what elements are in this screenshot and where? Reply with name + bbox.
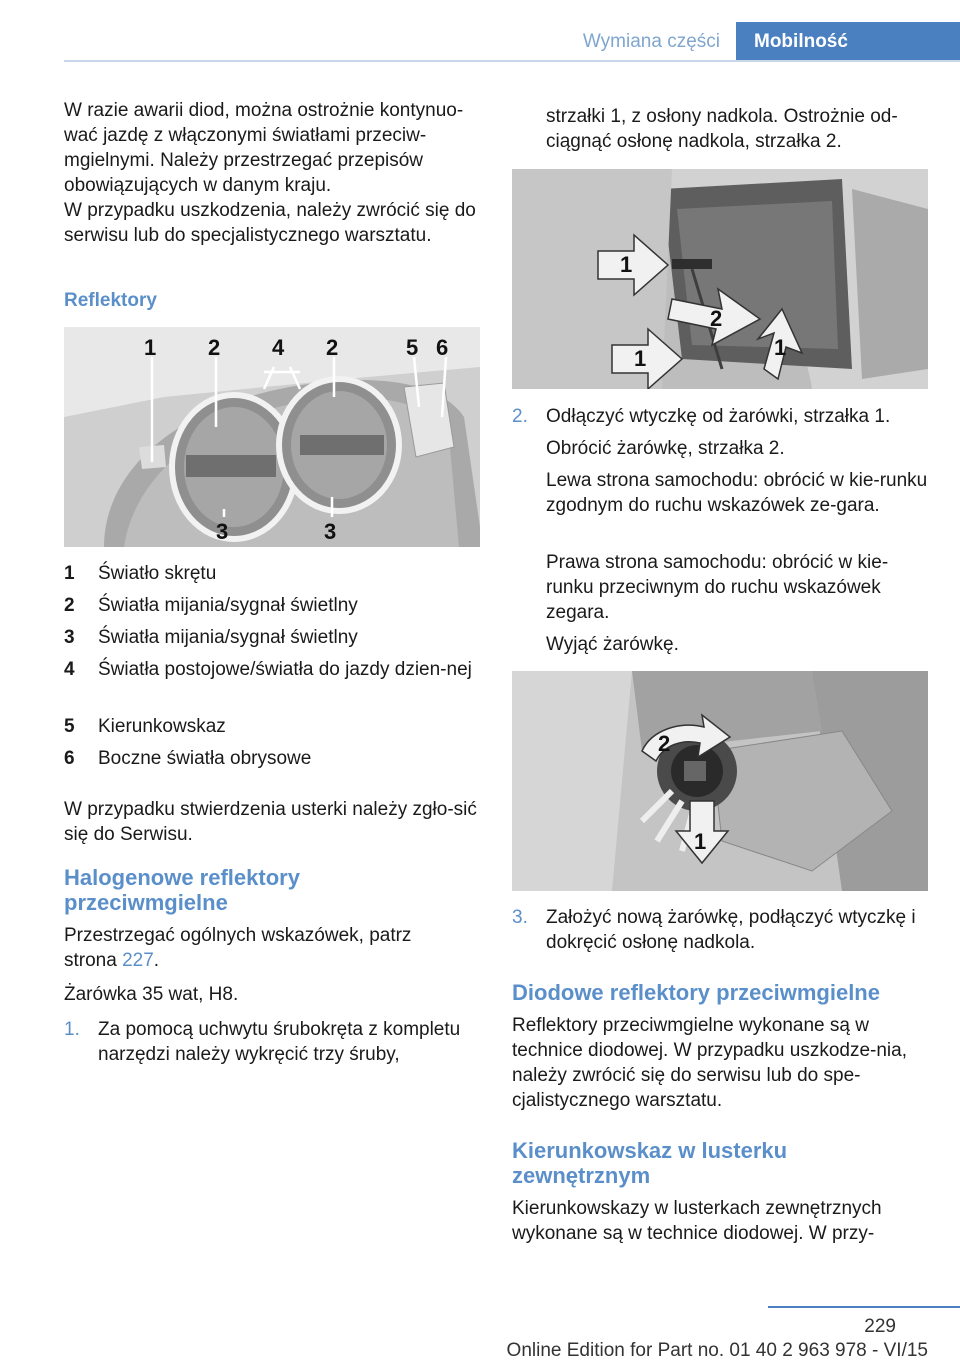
legend-text: Światło skrętu (98, 563, 217, 584)
mirror-indicator-paragraph: Kierunkowskazy w lusterkach zewnętrznych wykonane są w technice diodowej. W przy- (512, 1198, 882, 1244)
refer-period: . (153, 950, 160, 971)
step-text-line: Odłączyć wtyczkę od żarówki, strzałka 1. (546, 406, 891, 427)
wheel-arch-illustration (512, 169, 928, 389)
fig1-label-3a: 3 (216, 519, 229, 544)
step-number: 2. (512, 406, 528, 427)
fig1-label-6: 6 (436, 335, 449, 360)
heading-halogen: Halogenowe reflektory przeciwmgielne (64, 865, 300, 915)
legend-number: 5 (64, 716, 75, 737)
header-rule (64, 60, 960, 62)
led-failure-paragraph: W razie awarii diod, można ostrożnie kontynuo-wać jazdę z włączonymi światłami przeciw-mgielnymi. Należy przestrzegać przepisów obowiązujących w danym kraju. (64, 100, 464, 196)
fig3-arrow-label-2: 2 (658, 731, 671, 756)
fig3-arrow-label-1: 1 (694, 829, 707, 854)
fig1-label-2a: 2 (208, 335, 221, 360)
step-3 (512, 905, 928, 955)
legend-number: 2 (64, 595, 75, 616)
legend-number: 1 (64, 563, 75, 584)
page-number: 229 (864, 1316, 896, 1337)
fig2-arrow-label-1a: 1 (620, 252, 633, 277)
step1-continuation: strzałki 1, z osłony nadkola. Ostrożnie od-ciągnąć osłonę nadkola, strzałka 2. (546, 106, 898, 152)
legend-text: Światła postojowe/światła do jazdy dzien-nej (98, 659, 472, 680)
step-text-line: Wyjąć żarówkę. (546, 634, 679, 655)
fig1-label-3b: 3 (324, 519, 337, 544)
step-text-line: Obrócić żarówkę, strzałka 2. (546, 438, 785, 459)
legend-text: Światła mijania/sygnał świetlny (98, 627, 358, 648)
headlight-figure (64, 327, 480, 547)
heading-diodowe: Diodowe reflektory przeciwmgielne (512, 980, 880, 1005)
legend-text: Kierunkowskaz (98, 716, 226, 737)
step-text-line: Lewa strona samochodu: obrócić w kie-runku zgodnym do ruchu wskazówek ze-gara. (546, 470, 928, 516)
headlight-illustration (64, 327, 480, 547)
step-number: 3. (512, 907, 528, 928)
legend-item (64, 746, 484, 771)
fig1-label-1: 1 (144, 335, 157, 360)
step-2 (512, 404, 928, 664)
bulb-illustration (512, 671, 928, 891)
bulb-figure (512, 671, 928, 891)
legend-number: 6 (64, 748, 75, 769)
fig1-label-4: 4 (272, 335, 285, 360)
fig2-arrow-label-1c: 1 (774, 335, 787, 360)
header-chapter-tab: Mobilność (736, 22, 960, 62)
legend-text: Boczne światła obrysowe (98, 748, 312, 769)
bulb-spec: Żarówka 35 wat, H8. (64, 984, 239, 1005)
step-1 (64, 1017, 484, 1067)
page-link-227[interactable]: 227 (122, 950, 154, 971)
fig2-arrow-label-2: 2 (710, 306, 723, 331)
legend-item (64, 593, 484, 618)
legend-item (64, 625, 484, 650)
heading-mirror-indicator: Kierunkowskaz w lusterku zewnętrznym (512, 1138, 788, 1188)
step-text: Założyć nową żarówkę, podłączyć wtyczkę i dokręcić osłonę nadkola. (546, 907, 916, 953)
heading-reflektory: Reflektory (64, 290, 157, 311)
step-number: 1. (64, 1019, 80, 1040)
fig1-label-5: 5 (406, 335, 419, 360)
legend-item (64, 714, 484, 739)
step-text-line: Prawa strona samochodu: obrócić w kie-runku przeciwnym do ruchu wskazówek zegara. (546, 552, 889, 623)
legend-item (64, 561, 484, 586)
fig1-label-2b: 2 (326, 335, 339, 360)
fig2-arrow-label-1b: 1 (634, 346, 647, 371)
legend-item (64, 657, 484, 707)
edition-info: Online Edition for Part no. 01 40 2 963 978 - VI/15 (506, 1340, 928, 1361)
refer-paragraph (64, 923, 464, 973)
damage-paragraph: W przypadku uszkodzenia, należy zwrócić się do serwisu lub do specjalistycznego warsztatu. (64, 200, 476, 246)
legend-number: 4 (64, 659, 75, 680)
legend-text: Światła mijania/sygnał świetlny (98, 595, 358, 616)
legend-number: 3 (64, 627, 75, 648)
service-paragraph: W przypadku stwierdzenia usterki należy zgło-sić się do Serwisu. (64, 799, 477, 845)
diode-fog-paragraph: Reflektory przeciwmgielne wykonane są w technice diodowej. W przypadku uszkodze-nia, należy zwrócić się do serwisu lub do spe-cjalistycznego warsztatu. (512, 1015, 907, 1111)
header-section-title: Wymiana części (582, 31, 720, 52)
refer-text: Przestrzegać ogólnych wskazówek, patrz strona (64, 925, 412, 971)
step-text: Za pomocą uchwytu śrubokręta z kompletu narzędzi należy wykręcić trzy śruby, (98, 1019, 461, 1065)
wheel-arch-figure (512, 169, 928, 389)
footer-rule (768, 1306, 960, 1308)
